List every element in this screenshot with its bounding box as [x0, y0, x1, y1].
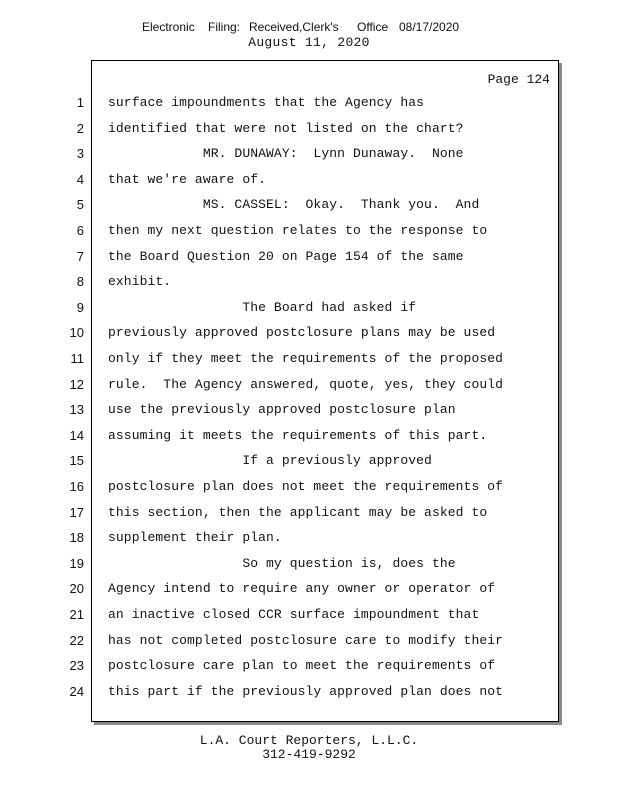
court-reporter-name: L.A. Court Reporters, L.L.C. — [199, 733, 419, 748]
hearing-date: August 11, 2020 — [248, 35, 370, 50]
transcript-line: So my question is, does the — [108, 556, 456, 571]
transcript-line: supplement their plan. — [108, 530, 282, 545]
line-number: 21 — [69, 607, 84, 622]
line-number: 2 — [76, 121, 84, 136]
transcript-line: only if they meet the requirements of the proposed — [108, 351, 504, 366]
court-reporter-phone: 312-419-9292 — [262, 747, 356, 762]
line-number: 5 — [76, 197, 84, 212]
transcript-line: use the previously approved postclosure plan — [108, 402, 456, 417]
line-number: 13 — [69, 402, 84, 417]
transcript-line: an inactive closed CCR surface impoundment that — [108, 607, 480, 622]
transcript-line: this section, then the applicant may be asked to — [108, 505, 488, 520]
transcript-line: that we're aware of. — [108, 172, 267, 187]
transcript-line: postclosure plan does not meet the requirements of — [108, 479, 504, 494]
line-number: 24 — [69, 684, 84, 699]
line-number: 23 — [69, 658, 84, 673]
line-number: 17 — [69, 505, 84, 520]
line-number: 1 — [76, 95, 84, 110]
line-number: 19 — [69, 556, 84, 571]
filing-stamp-filing: Filing: — [208, 20, 241, 34]
transcript-line: rule. The Agency answered, quote, yes, they could — [108, 377, 504, 392]
transcript-line: surface impoundments that the Agency has — [108, 95, 425, 110]
transcript-line: Agency intend to require any owner or operator of — [108, 581, 496, 596]
filing-stamp-date: 08/17/2020 — [399, 20, 460, 34]
line-number: 11 — [70, 351, 84, 366]
transcript-line: then my next question relates to the response to — [108, 223, 488, 238]
line-number: 6 — [76, 223, 84, 238]
transcript-line: this part if the previously approved plan does not — [108, 684, 504, 699]
line-number: 15 — [69, 453, 84, 468]
line-number: 3 — [76, 146, 84, 161]
line-number: 9 — [76, 300, 84, 315]
transcript-line: identified that were not listed on the chart? — [108, 121, 464, 136]
line-number: 4 — [76, 172, 84, 187]
transcript-line: has not completed postclosure care to modify their — [108, 633, 504, 648]
line-number: 14 — [69, 428, 84, 443]
transcript-line: If a previously approved — [108, 453, 432, 468]
transcript-line: the Board Question 20 on Page 154 of the same — [108, 249, 464, 264]
transcript-line: assuming it meets the requirements of this part. — [108, 428, 488, 443]
filing-stamp-office: Office — [357, 20, 389, 34]
filing-stamp-electronic: Electronic — [142, 20, 195, 34]
line-number: 18 — [69, 530, 84, 545]
transcript-line: MR. DUNAWAY: Lynn Dunaway. None — [108, 146, 464, 161]
line-number: 16 — [69, 479, 84, 494]
line-number: 20 — [69, 581, 84, 596]
page-number: Page 124 — [487, 72, 550, 87]
line-number: 8 — [76, 274, 84, 289]
line-number: 10 — [69, 325, 84, 340]
filing-stamp — [142, 20, 472, 36]
filing-stamp-received: Received,Clerk's — [249, 20, 339, 34]
transcript-line: MS. CASSEL: Okay. Thank you. And — [108, 197, 480, 212]
transcript-line: previously approved postclosure plans may be used — [108, 325, 496, 340]
line-number: 7 — [76, 249, 84, 264]
line-number: 12 — [69, 377, 84, 392]
line-number: 22 — [69, 633, 84, 648]
transcript-line: exhibit. — [108, 274, 172, 289]
transcript-line: postclosure care plan to meet the requirements of — [108, 658, 496, 673]
transcript-line: The Board had asked if — [108, 300, 417, 315]
